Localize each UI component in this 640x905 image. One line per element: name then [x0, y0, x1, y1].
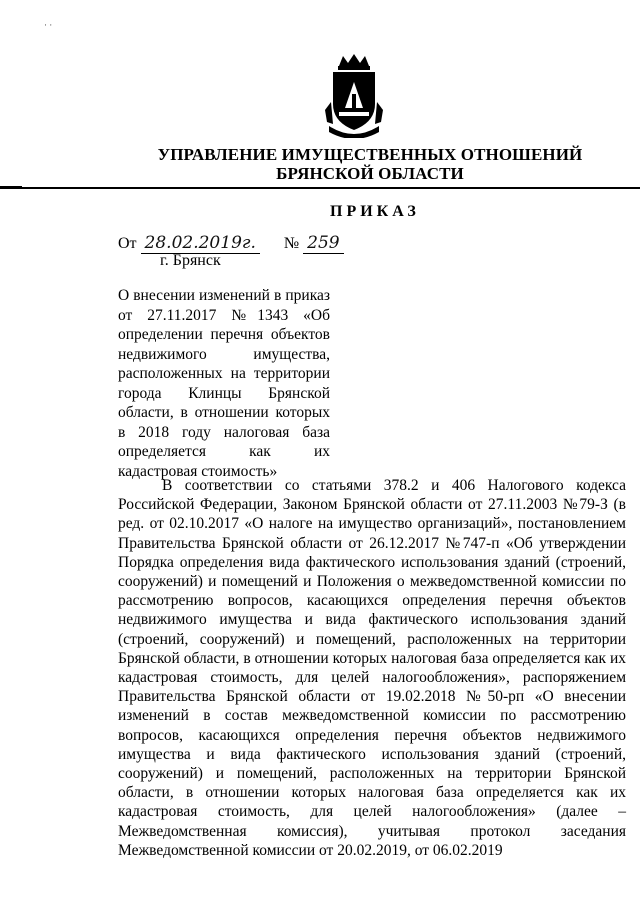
- scan-artifact: · ·: [44, 20, 53, 30]
- number-label: №: [283, 235, 300, 252]
- handwritten-number: 259: [303, 233, 343, 254]
- date-number-row: [118, 233, 344, 254]
- subject-text: О внесении изменений в приказ от 27.11.2017 №1343 «Об определении перечня объектов недвижимого имущества, расположенных на территории города Клинцы Брянской области, в отношении которых в 2018 году налоговая база определяется как их: [118, 287, 330, 460]
- city: г. Брянск: [160, 252, 221, 269]
- organization-name-line2: БРЯНСКОЙ ОБЛАСТИ: [276, 164, 464, 183]
- date-prefix: От: [118, 235, 137, 252]
- organization-name-line1: УПРАВЛЕНИЕ ИМУЩЕСТВЕННЫХ ОТНОШЕНИЙ: [157, 145, 583, 164]
- order-subject: [118, 286, 330, 481]
- handwritten-date: 28.02.2019г.: [141, 233, 260, 254]
- coat-of-arms-icon: [325, 52, 383, 138]
- subject-last-line: кадастровая стоимость»: [118, 462, 278, 480]
- body-paragraph: В соответствии со статьями 378.2 и 406 Налогового кодекса Российской Федерации, Законом Брянской области от 27.11.2003 №79-З (в ред. от 02.10.2017 «О налоге на имущество организаций», постановлением Правительства Брянской области от 26.12.2017 №747-п «Об утверждении Порядка определения вида фактического использования зданий (строений, сооружений) и помещений и Положения о межведомственной комиссии по рассмотрению вопросов, касающихся определения перечня объектов недвижимого имущества и вида фактического использования зданий (строений, сооружений) и помещений, расположенных на территории Брянской области, в отношении которых налоговая база определяется как их кадастровая стоимость, для целей налогообложения», распоряжением Правительства Брянской области от 19.02.2018 №50-рп «О внесении изменений в состав межведомственной комиссии по рассмотрению вопросов, касающихся определения перечня объектов недвижимого имущества и вида фактического использования зданий (строений, сооружений) и помещений, расположенных на территории Брянской области, в отношении которых налоговая база определяется как их кадастровая стоимость, для целей налогообложения» (далее – Межведомственная комиссия), учитывая протокол заседания Межведомственной комиссии от 20.02.2019, от 06.02.2019: [118, 477, 626, 859]
- header-rule: [0, 187, 640, 189]
- document-title: ПРИКАЗ: [330, 203, 420, 220]
